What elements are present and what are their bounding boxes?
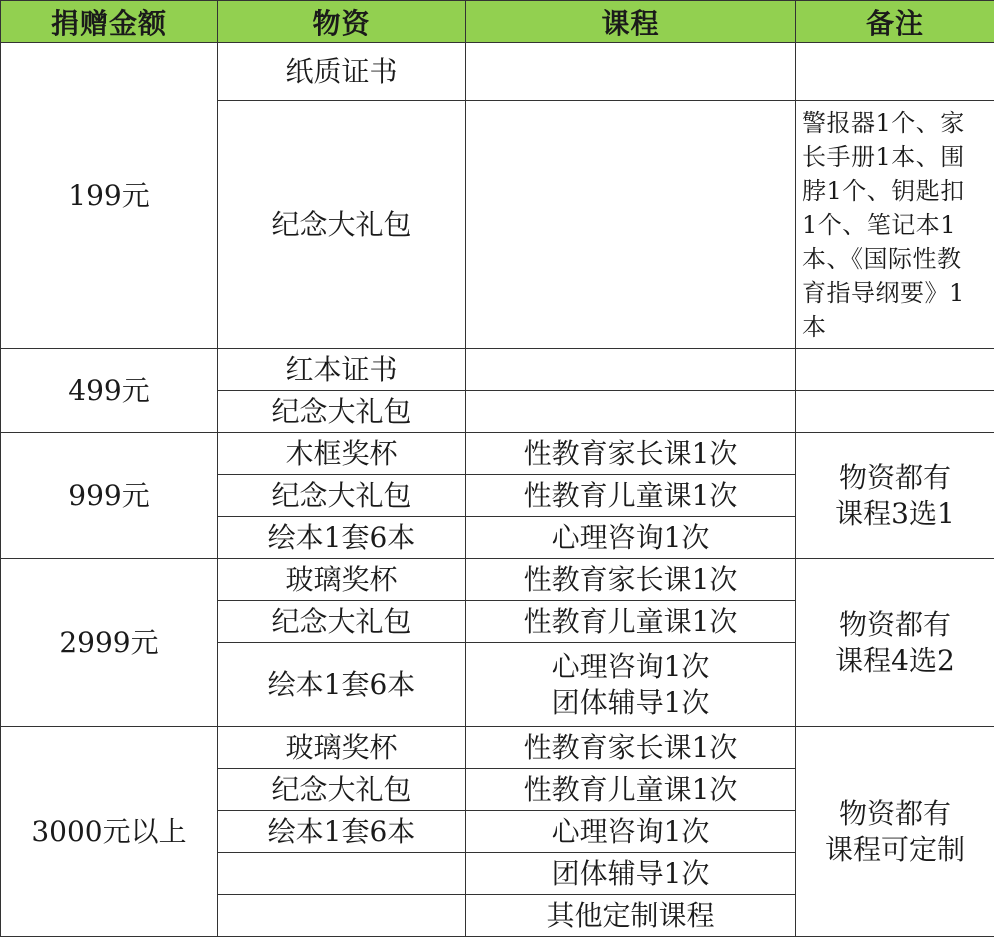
course-cell [466,43,796,101]
goods-cell: 玻璃奖杯 [218,559,466,601]
goods-cell: 纪念大礼包 [218,769,466,811]
course-cell: 性教育儿童课1次 [466,601,796,643]
note-line: 育指导纲要》1 [802,278,965,307]
course-cell: 性教育家长课1次 [466,727,796,769]
note-cell [796,349,994,391]
tier-amount: 199元 [1,43,218,349]
goods-cell [218,895,466,937]
tier-amount: 499元 [1,349,218,433]
table-row [1,43,994,101]
note-cell [796,391,994,433]
table-row [1,727,994,769]
goods-cell: 绘本1套6本 [218,517,466,559]
note-line: 物资都有 [838,460,951,494]
note-line: 长手册1本、围 [802,142,965,171]
course-cell: 性教育家长课1次 [466,433,796,475]
note-cell [796,101,994,349]
goods-cell: 玻璃奖杯 [218,727,466,769]
header-course: 课程 [466,1,796,43]
note-line: 课程可定制 [824,832,965,866]
note-cell [796,559,994,727]
tier-amount: 999元 [1,433,218,559]
goods-cell: 纪念大礼包 [218,601,466,643]
course-cell: 性教育儿童课1次 [466,475,796,517]
goods-cell: 绘本1套6本 [218,811,466,853]
note-cell [796,727,994,937]
course-cell [466,349,796,391]
note-line: 课程4选2 [835,643,955,677]
note-line: 课程3选1 [835,496,955,530]
note-line: 1个、笔记本1 [802,210,957,239]
goods-cell [218,853,466,895]
course-cell: 性教育儿童课1次 [466,769,796,811]
course-cell: 心理咨询1次 [466,811,796,853]
note-line: 本 [802,312,827,341]
note-line: 物资都有 [838,607,951,641]
goods-cell: 纸质证书 [218,43,466,101]
goods-cell: 纪念大礼包 [218,391,466,433]
course-cell: 心理咨询1次 [466,517,796,559]
note-cell [796,43,994,101]
header-row [1,1,994,43]
header-note: 备注 [796,1,994,43]
course-line: 心理咨询1次 [551,649,710,683]
goods-cell: 纪念大礼包 [218,101,466,349]
table-row [1,559,994,601]
note-line: 本、《国际性教 [802,244,962,273]
goods-cell: 绘本1套6本 [218,643,466,727]
course-line: 团体辅导1次 [551,685,710,719]
course-cell [466,391,796,433]
table-row [1,349,994,391]
goods-cell: 红本证书 [218,349,466,391]
course-cell: 性教育家长课1次 [466,559,796,601]
goods-cell: 木框奖杯 [218,433,466,475]
tier-amount: 3000元以上 [1,727,218,937]
note-line: 警报器1个、家 [802,108,965,137]
note-cell [796,433,994,559]
course-cell [466,101,796,349]
tier-amount: 2999元 [1,559,218,727]
course-cell: 其他定制课程 [466,895,796,937]
header-goods: 物资 [218,1,466,43]
course-cell: 团体辅导1次 [466,853,796,895]
header-amount: 捐赠金额 [1,1,218,43]
note-line: 脖1个、钥匙扣 [802,176,965,205]
table-row [1,433,994,475]
note-line: 物资都有 [838,796,951,830]
course-cell [466,643,796,727]
goods-cell: 纪念大礼包 [218,475,466,517]
